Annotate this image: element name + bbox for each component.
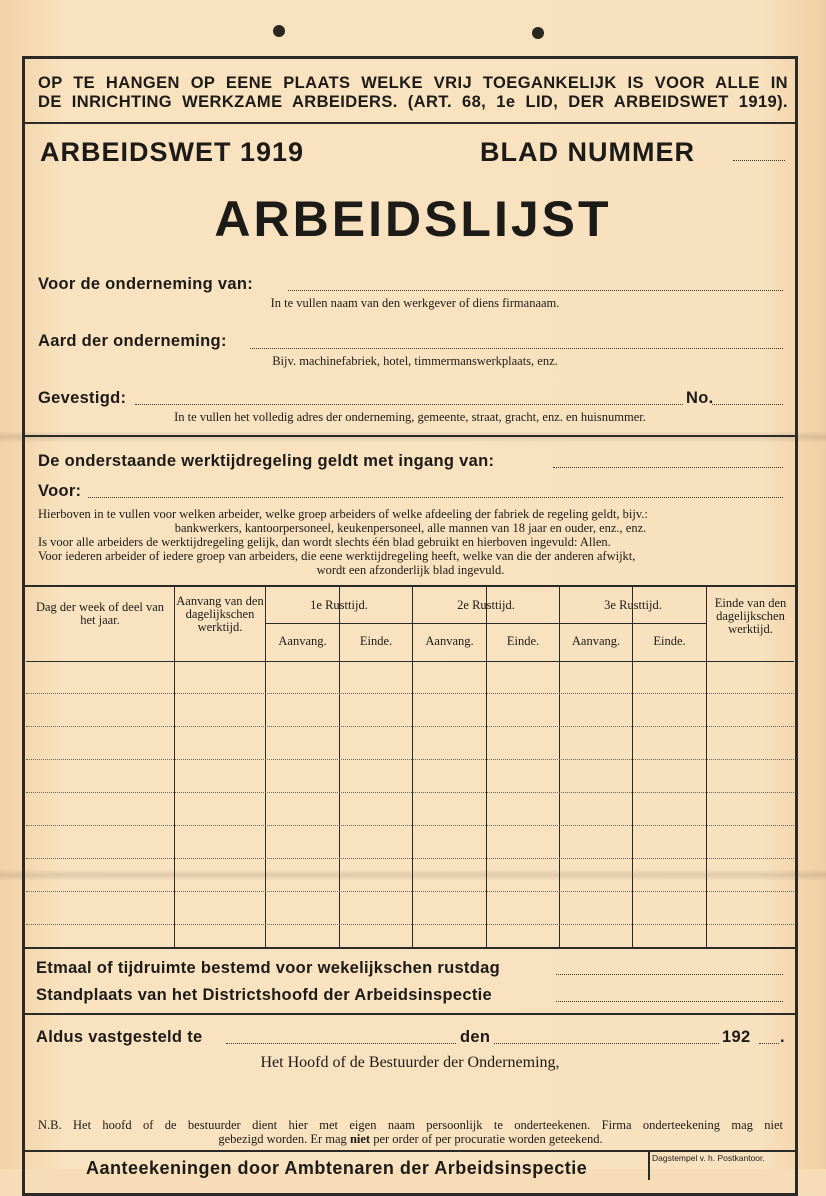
company-label: Voor de onderneming van:	[38, 275, 253, 293]
year-field[interactable]	[759, 1043, 779, 1044]
district-field[interactable]	[556, 1001, 783, 1002]
punch-hole	[273, 25, 285, 37]
table-row[interactable]	[26, 726, 794, 727]
subheader-start: Aanvang.	[571, 634, 621, 648]
divider	[22, 1013, 798, 1015]
table-row[interactable]	[26, 825, 794, 826]
signature-field[interactable]	[200, 1100, 620, 1101]
column-divider	[174, 587, 175, 947]
table-row[interactable]	[26, 759, 794, 760]
table-row[interactable]	[26, 924, 794, 925]
for-field[interactable]	[88, 497, 783, 498]
type-label: Aard der onderneming:	[38, 332, 227, 350]
table-row[interactable]	[26, 792, 794, 793]
rest-day-label: Etmaal of tijdruimte bestemd voor wekelijkschen rustdag	[36, 959, 500, 977]
instruction-line: Is voor alle arbeiders de werktijdregeling gelijk, dan wordt slechts één blad gebruikt en hierboven ingevuld: Allen.	[38, 535, 611, 549]
inspector-notes-heading: Aanteekeningen door Ambtenaren der Arbeidsinspectie	[86, 1158, 588, 1178]
company-field[interactable]	[288, 290, 783, 291]
date-label: den	[460, 1028, 491, 1046]
house-number-field[interactable]	[712, 404, 783, 405]
for-label: Voor:	[38, 482, 82, 500]
header-end: Einde van den dagelijkschen werktijd.	[714, 596, 787, 636]
table-row[interactable]	[26, 693, 794, 694]
nb-line-1: N.B. Het hoofd of de bestuurder dient hier met eigen naam persoonlijk te onderteekenen. Firma onderteekening mag niet	[38, 1118, 783, 1132]
header-rest-1: 1e Rusttijd.	[310, 598, 368, 612]
instruction-line: bankwerkers, kantoorpersoneel, keukenpersoneel, alle mannen van 18 jaar en ouder, enz., enz.	[174, 521, 647, 535]
header-bottom-line	[26, 661, 794, 662]
notice-line-1: OP TE HANGEN OP EENE PLAATS WELKE VRIJ TOEGANKELIJK IS VOOR ALLE IN	[38, 74, 788, 92]
postmark-label: Dagstempel v. h. Postkantoor.	[652, 1153, 765, 1163]
divider	[22, 947, 798, 949]
subheader-start: Aanvang.	[425, 634, 474, 648]
nb-text: per order of per procuratie worden geteekend.	[370, 1132, 603, 1146]
date-field[interactable]	[494, 1043, 719, 1044]
signature-label: Het Hoofd of de Bestuurder der Onderneming,	[260, 1054, 560, 1071]
header-rest-2: 2e Rusttijd.	[457, 598, 515, 612]
header-day: Dag der week of deel van het jaar.	[35, 600, 165, 627]
divider	[22, 122, 798, 124]
instruction-line: Voor iederen arbeider of iedere groep van arbeiders, die eene werktijdregeling heeft, welke van die der anderen afwijkt,	[38, 549, 636, 563]
notice-line-2: DE INRICHTING WERKZAME ARBEIDERS. (ART. 68, 1e LID, DER ARBEIDSWET 1919).	[38, 93, 788, 111]
instructions-paragraph	[38, 507, 783, 577]
instruction-line: wordt een afzonderlijk blad ingevuld.	[316, 563, 505, 577]
instruction-line: Hierboven in te vullen voor welken arbeider, welke groep arbeiders of welke afdeeling der fabriek de regeling geldt, bijv.:	[38, 507, 648, 521]
punch-hole	[532, 27, 544, 39]
table-row[interactable]	[26, 858, 794, 859]
type-field[interactable]	[250, 348, 783, 349]
column-divider	[706, 587, 707, 947]
nb-text: gebezigd worden. Er mag	[218, 1132, 350, 1146]
subheader-start: Aanvang.	[278, 634, 327, 648]
subheader-end: Einde.	[653, 634, 686, 648]
company-hint: In te vullen naam van den werkgever of diens firmanaam.	[270, 296, 560, 310]
year-label: 192	[722, 1028, 751, 1046]
location-field[interactable]	[135, 404, 683, 405]
start-date-label: De onderstaande werktijdregeling geldt met ingang van:	[38, 452, 495, 470]
location-hint: In te vullen het volledig adres der onderneming, gemeente, straat, gracht, enz. en huisnummer.	[174, 410, 646, 424]
divider	[22, 435, 798, 437]
type-hint: Bijv. machinefabriek, hotel, timmermanswerkplaats, enz.	[272, 354, 558, 368]
established-label: Aldus vastgesteld te	[36, 1028, 203, 1046]
form-title: ARBEIDSLIJST	[214, 191, 612, 247]
established-place-field[interactable]	[226, 1043, 456, 1044]
sheet-number-label: BLAD NUMMER	[480, 137, 695, 167]
nb-emphasis: niet	[349, 1132, 371, 1146]
subheader-end: Einde.	[506, 634, 540, 648]
table-row[interactable]	[26, 891, 794, 892]
rest-day-field[interactable]	[556, 974, 783, 975]
header-rest-3: 3e Rusttijd.	[604, 598, 662, 612]
schedule-table	[26, 587, 794, 947]
subheader-line	[265, 623, 706, 624]
location-label: Gevestigd:	[38, 389, 127, 407]
header-start: Aanvang van den dagelijkschen werktijd.	[176, 594, 264, 634]
subheader-end: Einde.	[359, 634, 393, 648]
nb-note	[38, 1118, 783, 1146]
start-date-field[interactable]	[553, 467, 783, 468]
district-label: Standplaats van het Districtshoofd der Arbeidsinspectie	[36, 986, 492, 1004]
number-label: No.	[686, 389, 714, 407]
posting-notice	[38, 74, 788, 112]
law-heading: ARBEIDSWET 1919	[40, 137, 305, 167]
sheet-number-field[interactable]	[733, 160, 785, 161]
year-period: .	[780, 1028, 785, 1046]
nb-line-2	[38, 1132, 783, 1146]
